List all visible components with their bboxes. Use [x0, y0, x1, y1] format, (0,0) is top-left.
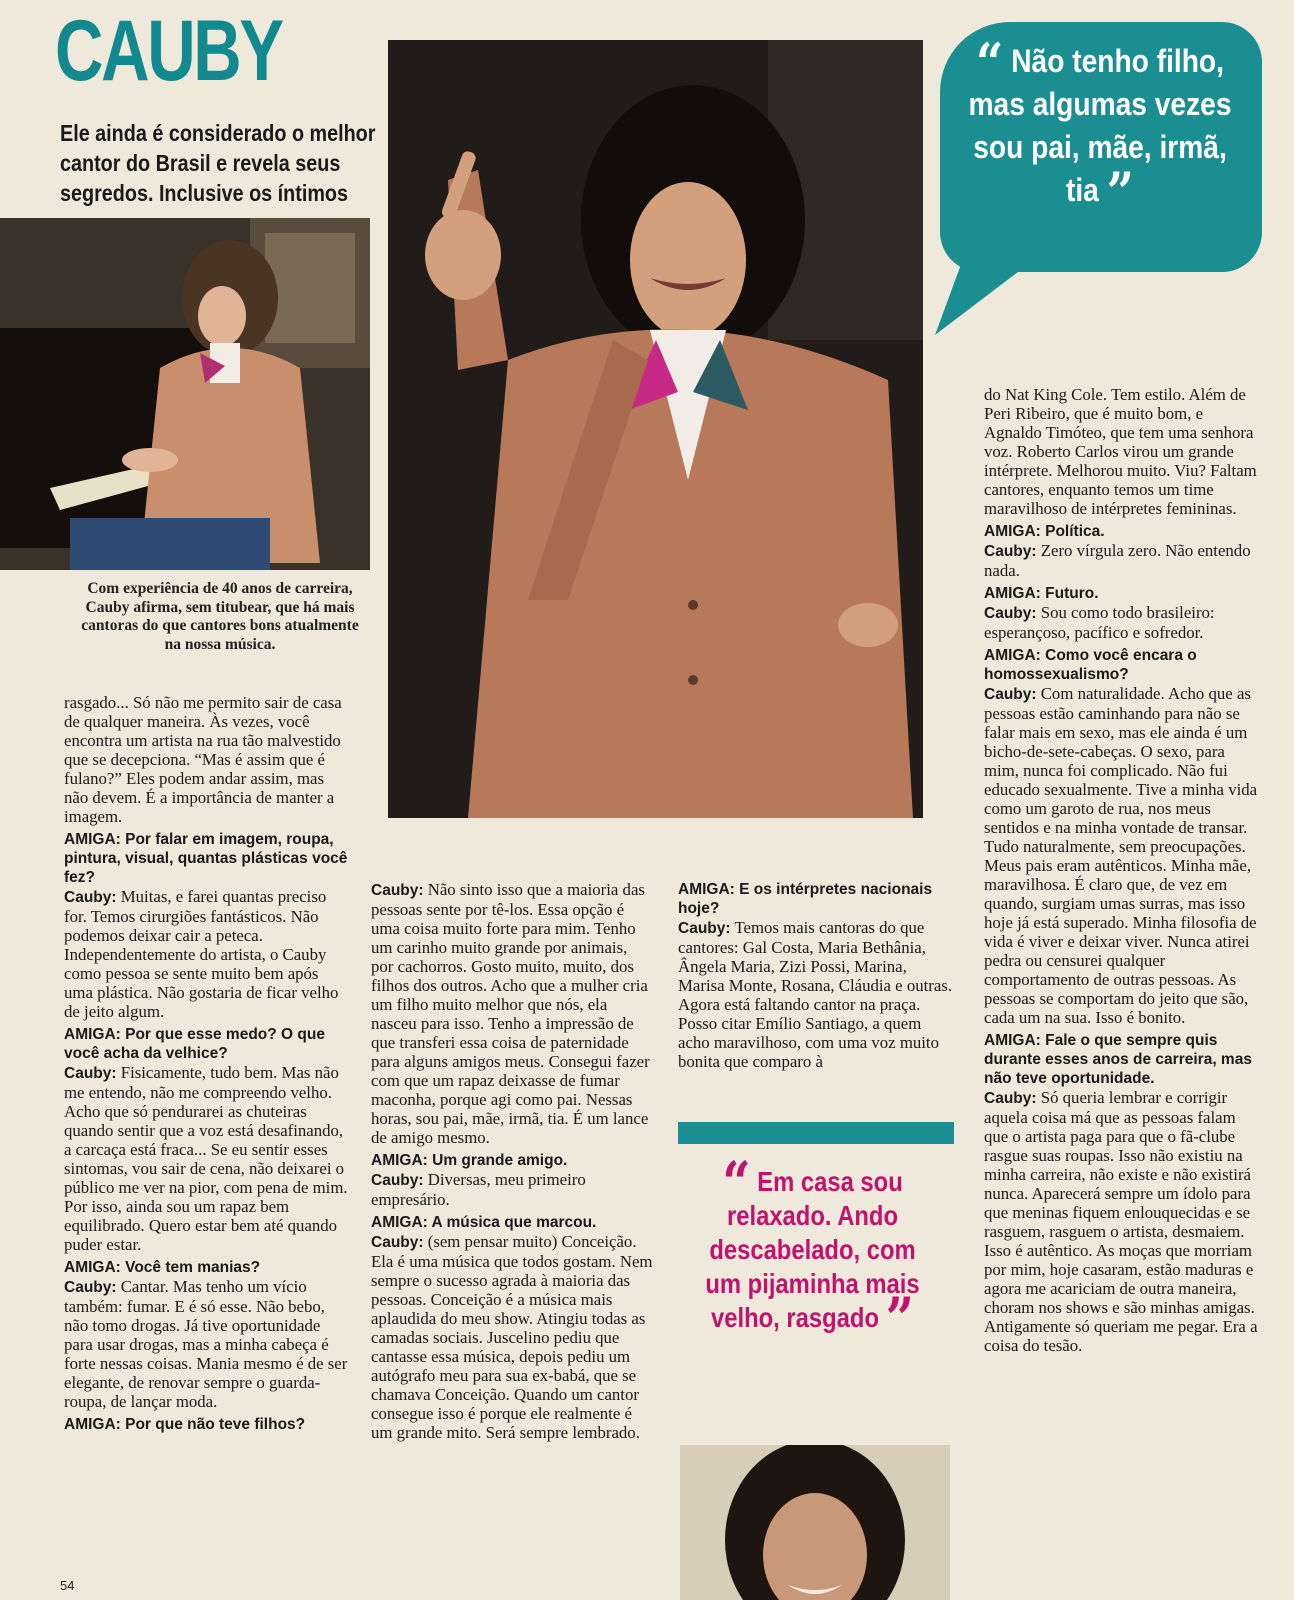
body-paragraph: do Nat King Cole. Tem estilo. Além de Peri Ribeiro, que é muito bom, e Agnaldo Timóteo, que tem uma senhora voz. Roberto Carlos virou um grande intérprete. Melhorou muito. Viu? Faltam cantores, enquanto temos um time maravilhoso de intérpretes femininas.	[984, 385, 1257, 518]
text-column-3	[678, 876, 956, 1071]
photo-piano	[0, 218, 370, 570]
answer-text: Com naturalidade. Acho que as pessoas estão caminhando para não se falar mais em sexo, mas ele ainda é um bicho-de-sete-cabeças. O sexo, para mim, nunca foi complicado. Não fui educado sexualmente. Tive a minha vida como um garoto de rua, nos meus sentidos e na minha vontade de transar. Tudo naturalmente, sem preocupações. Meus pais eram autênticos. Minha mãe, maravilhosa. É claro que, de vez em quando, surgiam umas surras, mas isso hoje já está superado. Minha filosofia de vida é viver e deixar viver. Nunca atirei pedra ou censurei qualquer comportamento de outras pessoas. As pessoas se comportam do jeito que são, cada um na sua. Isso é bonito.	[984, 684, 1258, 1027]
speaker-label: Cauby:	[371, 1234, 424, 1251]
interview-question: AMIGA: E os intérpretes nacionais hoje?	[678, 881, 933, 917]
text-column-1	[64, 693, 349, 1434]
speaker-label: Cauby:	[371, 1172, 424, 1189]
photo-portrait-illustration	[680, 1445, 950, 1600]
photo-piano-illustration	[0, 218, 370, 570]
interview-question: AMIGA: Por falar em imagem, roupa, pintura, visual, quantas plásticas você fez?	[64, 831, 348, 886]
interview-answer	[984, 1088, 1264, 1355]
answer-text: Sou como todo brasileiro: esperançoso, pacífico e sofredor.	[984, 603, 1215, 642]
speaker-label: Cauby:	[678, 920, 731, 937]
answer-text: Temos mais cantoras do que cantores: Gal Costa, Maria Bethânia, Ângela Maria, Zizi Possi, Marina, Marisa Monte, Rosana, Cláudia e outras. Agora está faltando cantor na praça. Posso citar Emílio Santiago, a quem acho maravilhoso, com uma voz muito bonita que comparo à	[678, 918, 953, 1071]
interview-question: AMIGA: Como você encara o homossexualismo?	[984, 647, 1197, 683]
speaker-label: Cauby:	[984, 543, 1037, 560]
text-column-2	[371, 880, 653, 1442]
speaker-label: Cauby:	[984, 686, 1037, 703]
answer-text: Cantar. Mas tenho um vício também: fumar. E é só esse. Não bebo, não tomo drogas. Já tive oportunidade para usar drogas, mas a minha cabeça é forte nessas coisas. Mania mesmo é de ser elegante, de renovar sempre o guarda-roupa, de lançar moda.	[64, 1277, 348, 1411]
speaker-label: Cauby:	[64, 1279, 117, 1296]
photo-caption: Com experiência de 40 anos de carreira, Cauby afirma, sem titubear, que há mais cantoras do que cantores bons atualmente na nossa música.	[81, 580, 359, 653]
interview-answer	[678, 918, 956, 1071]
quote-top-text: Não tenho filho, mas algumas vezes sou pai, mãe, irmã, tia	[968, 43, 1232, 208]
quote-bubble-tail	[930, 240, 1070, 340]
interview-answer	[64, 1063, 349, 1254]
interview-question: AMIGA: Um grande amigo.	[371, 1152, 568, 1169]
interview-question: AMIGA: Por que esse medo? O que você acha da velhice?	[64, 1026, 325, 1062]
answer-text: Diversas, meu primeiro empresário.	[371, 1170, 586, 1209]
answer-text: Zero vírgula zero. Não entendo nada.	[984, 541, 1251, 580]
pull-quote-bar	[678, 1122, 954, 1144]
text-column-4	[984, 385, 1264, 1355]
interview-answer	[371, 1170, 653, 1209]
answer-text: Não sinto isso que a maioria das pessoas sente por tê-los. Essa opção é uma coisa muito forte para mim. Tenho um carinho muito grande por animais, por cachorros. Gosto muito, muito, dos filhos dos outros. Acho que a mulher cria um filho muito melhor que nós, ela nasceu para isso. Tenho a impressão de que transferi essa coisa de paternidade para alguns amigos meus. Consegui fazer com que um rapaz deixasse de fumar maconha, porque agi como pai. Nessas horas, sou pai, mãe, irmã, tia. É um lance de amigo mesmo.	[371, 880, 650, 1147]
photo-main	[388, 40, 923, 818]
interview-answer	[64, 887, 349, 1021]
photo-portrait-bottom	[680, 1445, 950, 1600]
interview-answer	[984, 541, 1264, 580]
speaker-label: Cauby:	[984, 605, 1037, 622]
pull-quote-close-mark: ”	[885, 1285, 914, 1353]
interview-question: AMIGA: Política.	[984, 523, 1105, 540]
quote-open-mark: “	[976, 31, 1004, 95]
answer-text: Fisicamente, tudo bem. Mas não me entendo, não me compreendo velho. Acho que só pendurarei as chuteiras quando sentir que a voz está desafinando, a carcaça está fraca... Se eu sentir esses sintomas, vou sair de cena, não deixarei o público me ver na pior, com pena de mim. Por isso, ainda sou um rapaz bem equilibrado. Quero estar bem até quando puder estar.	[64, 1063, 348, 1254]
interview-question: AMIGA: Por que não teve filhos?	[64, 1416, 306, 1433]
interview-answer	[984, 684, 1264, 1027]
speaker-label: Cauby:	[64, 1065, 117, 1082]
pull-quote-text: Em casa sou relaxado. Ando descabelado, com um pijaminha mais velho, rasgado	[705, 1166, 920, 1333]
answer-text: Muitas, e farei quantas preciso for. Temos cirurgiões fantásticos. Não podemos deixar cair a peteca. Independentemente do artista, o Cauby como pessoa se sente muito bem após uma plástica. Não gostaria de ficar velho de jeito algum.	[64, 887, 339, 1021]
answer-text: (sem pensar muito) Conceição. Ela é uma música que todos gostam. Nem sempre o sucesso agrada à maioria das pessoas. Conceição é a música mais aplaudida do meu show. Atingiu todas as camadas sociais. Juscelino pediu que cantasse essa música, depois pediu um autógrafo meu para sua ex-babá, que se chamava Conceição. Quando um cantor consegue isso é porque ele realmente é um grande mito. Será sempre lembrado.	[371, 1232, 653, 1442]
answer-text: Só queria lembrar e corrigir aquela coisa má que as pessoas falam que o artista paga para que o fã-clube rasgue suas roupas. Isso não existiu na minha carreira, não existe e não existirá nunca. Aparecerá sempre um ídolo para que meninas fiquem enlouquecidas e se rasguem, rasguem o artista, desmaiem. Isso é autêntico. As moças que morriam por mim, hoje casaram, estão maduras e agora me acariciam de outra maneira, choram nos shows e são minhas amigas. Antigamente só queriam me pegar. Era a coisa do tesão.	[984, 1088, 1258, 1355]
interview-answer	[984, 603, 1264, 642]
article-deck: Ele ainda é considerado o melhor cantor do Brasil e revela seus segredos. Inclusive os íntimos	[60, 120, 376, 206]
interview-answer	[64, 1277, 349, 1411]
interview-question: AMIGA: Você tem manias?	[64, 1259, 261, 1276]
speaker-label: Cauby:	[984, 1090, 1037, 1107]
speaker-label: Cauby:	[371, 882, 424, 899]
interview-question: AMIGA: Futuro.	[984, 585, 1099, 602]
article-title: CAUBY	[55, 3, 282, 99]
speaker-label: Cauby:	[64, 889, 117, 906]
quote-close-mark: ”	[1106, 160, 1135, 224]
pull-quote-open-mark: “	[722, 1149, 751, 1217]
interview-answer	[371, 1232, 653, 1442]
photo-main-illustration	[388, 40, 923, 818]
interview-answer	[371, 880, 653, 1147]
interview-question: AMIGA: A música que marcou.	[371, 1214, 597, 1231]
body-paragraph: rasgado... Só não me permito sair de casa de qualquer maneira. Às vezes, você encontra um artista na rua tão malvestido que se decepciona. “Mas é assim que é fulano?” Eles podem andar assim, mas não devem. É a importância de manter a imagem.	[64, 693, 342, 826]
interview-question: AMIGA: Fale o que sempre quis durante esses anos de carreira, mas não teve oportunidade.	[984, 1032, 1252, 1087]
page-number: 54	[60, 1578, 75, 1593]
pull-quote	[696, 1149, 930, 1353]
quote-top	[968, 31, 1232, 224]
